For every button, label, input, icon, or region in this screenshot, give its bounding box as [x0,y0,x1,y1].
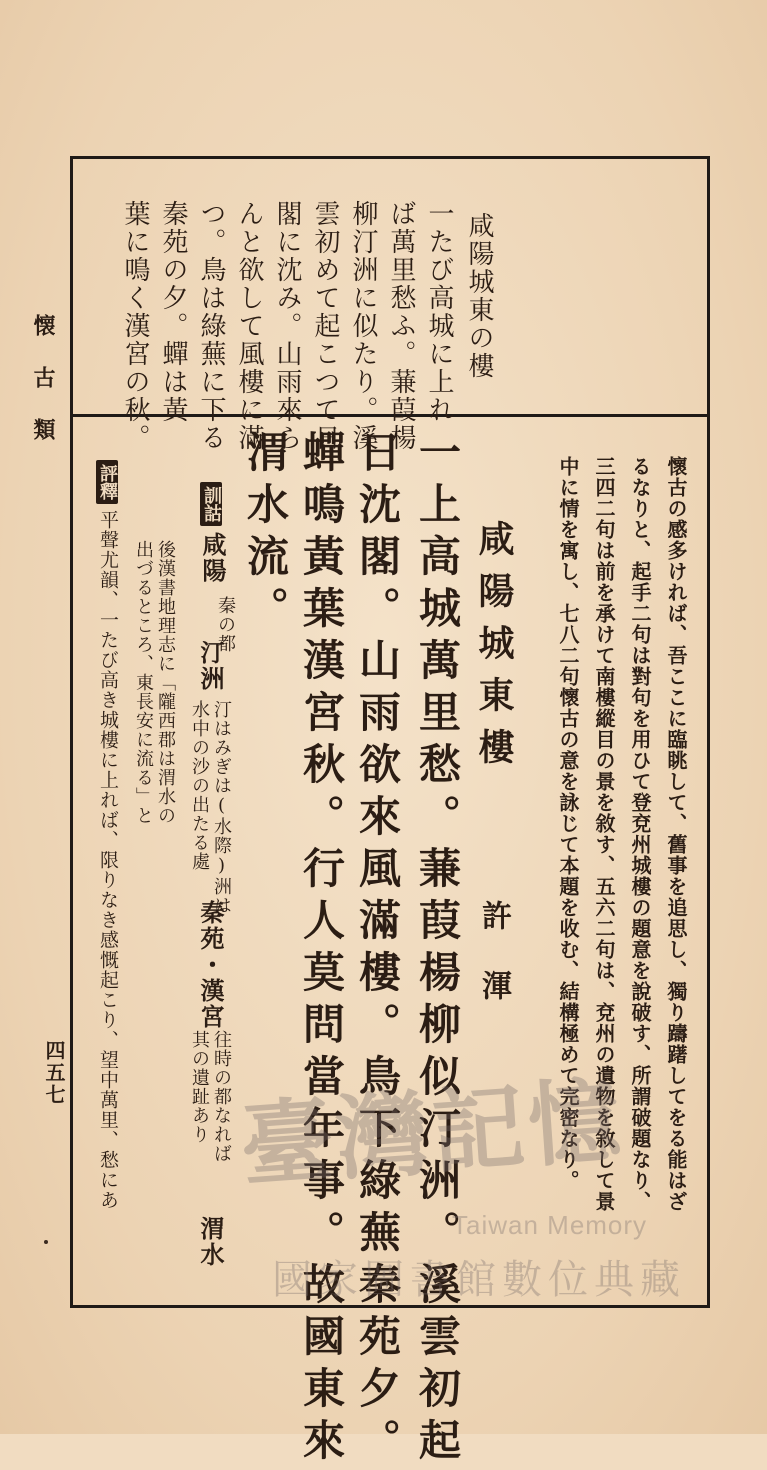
chapter-header: 懐古類 [30,314,56,470]
reading-line: 一たび高城に上れ [424,200,454,424]
commentary-line: 中に情を寓し、七八二句懷古の意を詠じて本題を收む、結構極めて完密なり。 [556,456,580,1191]
reading-line: 秦苑の夕。蟬は黃 [158,200,188,424]
gloss-term: 咸陽 [198,532,227,584]
poem-line: 一上高城萬里愁。蒹葭楊柳似汀洲。溪雲初起 [413,430,462,1470]
reading-line: 雲初めて起こつて日 [310,200,340,452]
poem-line: 蟬鳴黃葉漢宮秋。行人莫問當年事。故國東來 [297,430,346,1470]
gloss-note: 水中の沙の出たる處 [189,700,210,871]
reading-title: 咸陽城東の樓 [464,212,494,380]
reading-line: 閣に沈み。山雨來ら [272,200,302,452]
commentary-line: 三四二句は前を承けて南樓縱目の景を敘す、五六二句は、兗州の遺物を敘して景 [592,456,616,1212]
reading-line: んと欲して風樓に滿 [234,200,264,452]
gloss-note: 出づるところ、東長安に流る」と [133,540,154,825]
ink-speck [44,1240,48,1244]
gloss-note: 往時の都なれば [211,1030,232,1163]
poem-line: 日沈閣。山雨欲來風滿樓。鳥下綠蕪秦苑夕。 [353,430,402,1470]
reading-line: ば萬里愁ふ。蒹葭楊 [386,200,416,452]
commentary-line: るなりと、起手二句は對句を用ひて登兗州城樓の題意を說破す、所謂破題なり、 [628,456,652,1212]
commentary-line: 懷古の感多ければ、吾ここに臨眺して、舊事を追思し、獨り躊躇してをる能はざ [664,456,688,1212]
glossary-label: 訓詁 [200,482,222,526]
watermark-chinese: 國家圖書館數位典藏 [272,1257,686,1303]
poem-author: 許渾 [476,900,511,1040]
gloss-note: 其の遺趾あり [189,1030,210,1144]
watermark-english: Taiwan Memory [452,1210,648,1240]
gloss-term: 秦苑・漢宮 [196,900,225,1030]
interpretation-label: 評釋 [96,460,118,504]
reading-line: つ。鳥は綠蕪に下る [196,200,226,452]
gloss-term: 渭水 [196,1216,225,1268]
reading-line: 柳汀洲に似たり。溪 [348,200,378,452]
gloss-note: 後漢書地理志に「隴西郡は渭水の [155,540,176,825]
page-number: 四五七 [42,1040,66,1106]
poem-line: 渭水流。 [241,430,290,638]
watermark-logo: 臺灣記憶 [237,1065,628,1201]
poem-title: 咸陽城東樓 [473,520,515,780]
gloss-term: 汀洲 [196,640,225,692]
interpretation-text: 平聲尤韻、一たび高き城樓に上れば、限りなき感慨起こり、望中萬里、愁にあ [97,510,119,1210]
reading-line: 葉に鳴く漢宮の秋。 [120,200,150,452]
gloss-note: 秦の都 [215,596,236,653]
gloss-note: 汀はみぎは(水際)洲は [211,700,232,915]
